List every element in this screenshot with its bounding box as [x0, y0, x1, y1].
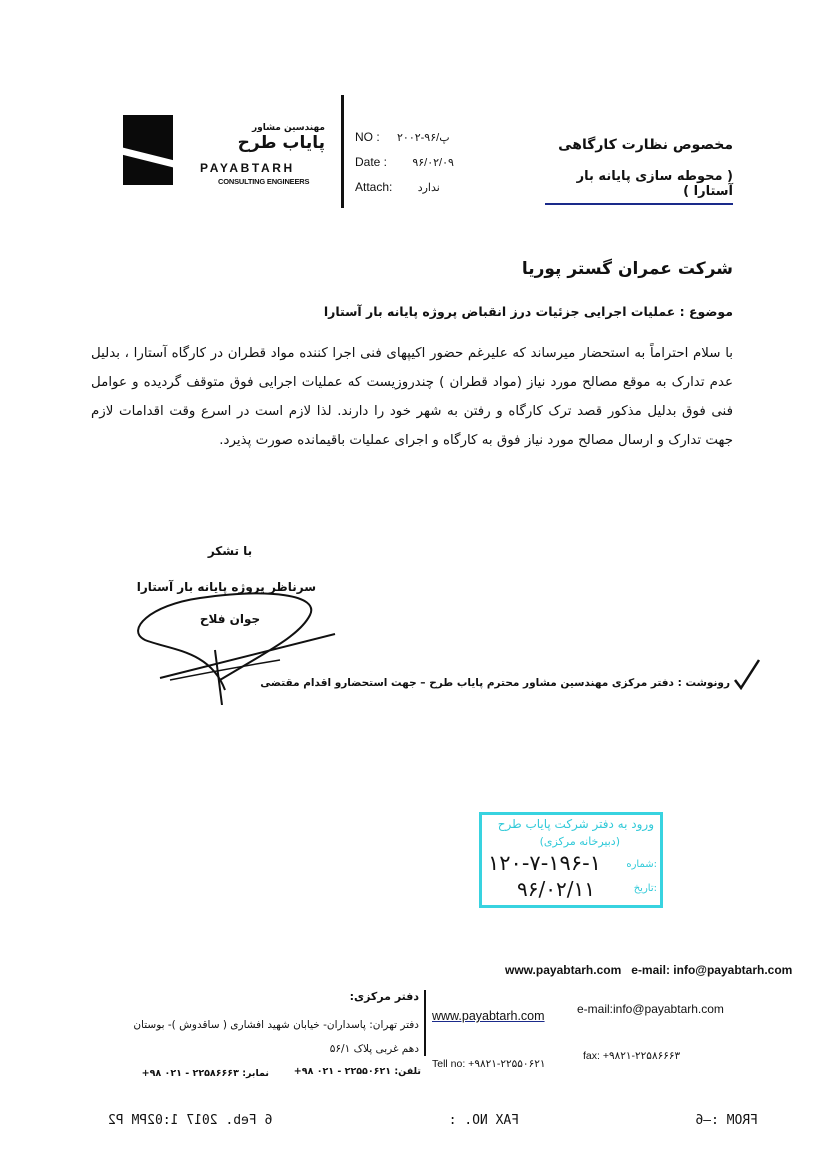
header-project: ( محوطه سازی پایانه بار آستارا ) — [545, 169, 733, 205]
fax-timestamp: 6 Feb. 2017 1:02PM P2 — [108, 1113, 273, 1128]
fax-from: FROM :—6 — [695, 1113, 758, 1128]
footer-email[interactable]: e-mail:info@payabtarh.com — [577, 1002, 724, 1016]
footer-address-line1: دفتر تهران: پاسداران- خیابان شهید افشاری ( ساقدوش )- بوستان — [133, 1019, 419, 1031]
logo-name-fa: پایاب طرح — [237, 133, 325, 153]
ref-attach — [355, 180, 440, 194]
logo-mark — [123, 115, 173, 185]
footer-fax: fax: +۹۸۲۱-۲۲۵۸۶۶۶۳ — [583, 1050, 681, 1062]
ref-number-value: ۲۰۰۲-۹۶/پ — [397, 132, 450, 144]
footer-top-website[interactable]: www.payabtarh.com — [505, 963, 622, 977]
logo-subtitle-en: CONSULTING ENGINEERS — [218, 177, 310, 186]
ref-number-label: NO : — [355, 130, 380, 144]
fax-transmission-header — [108, 1113, 758, 1128]
stamp-number-value: ۱۲۰-۷-۱۹۶-۱ — [488, 851, 601, 875]
subject-line: موضوع : عملیات اجرایی جزئیات درز انقباض پروژه پایانه بار آستارا — [323, 304, 733, 319]
stamp-title: ورود به دفتر شرکت پایاب طرح — [497, 817, 654, 831]
carbon-copy: رونوشت : دفتر مرکزی مهندسین مشاور محترم پایاب طرح – جهت استحضارو اقدام مقتضی — [260, 677, 730, 689]
footer-divider — [424, 990, 426, 1056]
closing: با تشکر — [207, 544, 253, 558]
footer-address-line2: دهم غربی پلاک ۵۶/۱ — [329, 1043, 419, 1055]
footer-fax-fa: نمابر: ۲۲۵۸۶۶۶۳ - ۰۲۱ ۹۸+ — [141, 1068, 269, 1079]
footer-phone-fa: تلفن: ۲۲۵۵۰۶۲۱ - ۰۲۱ ۹۸+ — [293, 1066, 421, 1077]
footer-top-contacts — [505, 963, 792, 977]
footer-tel: Tell no: +۹۸۲۱-۲۲۵۵۰۶۲۱ — [432, 1058, 546, 1070]
stamp-date-label: تاریخ: — [633, 883, 657, 894]
ref-date-label: Date : — [355, 155, 388, 169]
receipt-stamp — [479, 812, 663, 908]
ref-number — [355, 130, 450, 144]
signer-title: سرناظر پروژه پایانه بار آستارا — [136, 580, 316, 594]
stamp-date-value: ۹۶/۰۲/۱۱ — [517, 877, 595, 901]
ref-attach-label: Attach: — [355, 180, 393, 194]
logo-subtitle-fa: مهندسین مشاور — [251, 123, 325, 133]
ref-attach-value: ندارد — [417, 182, 440, 194]
checkmark-icon — [733, 658, 761, 690]
footer-website-link[interactable]: www.payabtarh.com — [432, 1009, 545, 1023]
ref-date-value: ۹۶/۰۲/۰۹ — [412, 157, 454, 169]
header-heading: مخصوص نظارت کارگاهی — [558, 137, 733, 153]
footer-top-email[interactable]: e-mail: info@payabtarh.com — [631, 963, 793, 977]
header-divider — [341, 95, 344, 208]
stamp-subtitle: (دبیرخانه مرکزی) — [539, 835, 620, 848]
fax-number: FAX NO. : — [448, 1113, 520, 1128]
ref-date — [355, 155, 454, 169]
letter-body: با سلام احتراماً به استحضار میرساند که علیرغم حضور اکیپهای فنی اجرا کننده مواد قطران در کارگاه آستارا ، بدلیل عدم تدارک به موقع مصالح مورد نیاز (مواد قطران ) چندروزیست که عملیات اجرایی فوق متوقف گردیده و عوامل فنی فوق بدلیل مذکور قصد ترک کارگاه و رفتن به شهر خود را دارند. لذا لازم است در اسرع وقت اقدامات لازم جهت تدارک و ارسال مصالح مورد نیاز فوق به کارگاه و اجرای عملیات باقیمانده صورت پذیرد. — [91, 346, 733, 448]
recipient: شرکت عمران گستر پوریا — [521, 259, 733, 279]
footer-hq-label: دفتر مرکزی: — [349, 990, 419, 1003]
logo-name-en: PAYABTARH — [200, 161, 295, 175]
stamp-number-label: شماره: — [626, 859, 657, 870]
signer-name: جوان فلاح — [199, 612, 261, 626]
